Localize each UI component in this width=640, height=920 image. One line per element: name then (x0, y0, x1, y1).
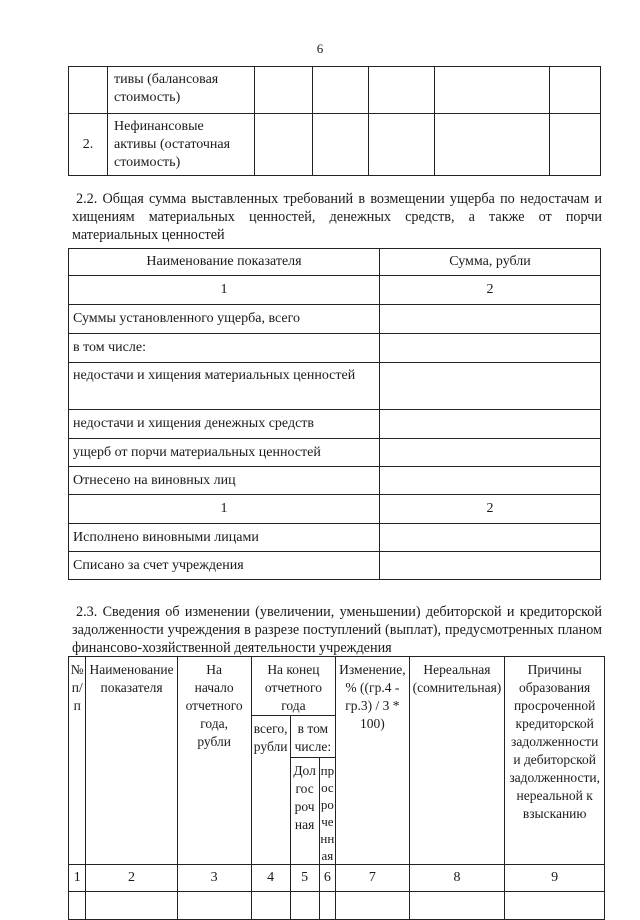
value-cell (380, 439, 601, 467)
value-cell (380, 334, 601, 363)
table-row (69, 363, 601, 410)
row-label: тивы (балансовая стоимость) (108, 67, 255, 114)
row-label: ущерб от порчи материальных ценностей (69, 439, 380, 467)
row-label: Суммы установленного ущерба, всего (69, 305, 380, 334)
row-label: Списано за счет учреждения (69, 552, 380, 580)
column-header-name: Наименование показателя (69, 249, 380, 276)
value-cell (380, 363, 601, 410)
column-number: 3 (177, 865, 251, 892)
empty-cell (86, 892, 177, 920)
column-number: 7 (336, 865, 409, 892)
value-cell (380, 410, 601, 439)
table-row (69, 305, 601, 334)
table-row (69, 467, 601, 495)
receivables-table (68, 656, 605, 920)
column-header-total: всего, рубли (251, 716, 290, 865)
row-label: недостачи и хищения материальных ценностей (69, 363, 380, 410)
value-cell (380, 467, 601, 495)
empty-cell (505, 892, 605, 920)
column-header-end: На конец отчетного года (251, 657, 335, 716)
page-number: 6 (316, 41, 324, 56)
column-number: 9 (505, 865, 605, 892)
table-row (69, 524, 601, 552)
row-label: Нефинансовые активы (остаточная стоимость) (108, 114, 255, 176)
column-header-name: Наименование показателя (86, 657, 177, 865)
column-header-incl: в том числе: (290, 716, 336, 758)
section-2-3-heading: 2.3. Сведения об изменении (увеличении, уменьшении) дебиторской и кредиторской задолженности учреждения в разрезе поступлений (выплат), предусмотренных планом финансово-хозяйственной деятельности учреждения (72, 604, 602, 656)
column-number-row (69, 495, 601, 524)
column-number: 1 (69, 276, 380, 305)
empty-cell (313, 67, 369, 114)
column-header-overdue: просроченная (319, 758, 336, 865)
column-number: 5 (290, 865, 319, 892)
table-header-row (69, 249, 601, 276)
column-number-row (69, 276, 601, 305)
row-label: недостачи и хищения денежных средств (69, 410, 380, 439)
empty-cell (255, 114, 313, 176)
empty-cell (550, 67, 601, 114)
value-cell (380, 552, 601, 580)
empty-cell (369, 67, 435, 114)
column-header-change: Изменение, % ((гр.4 - гр.3) / 3 * 100) (336, 657, 409, 865)
column-header-unreal: Нереальная (сомнительная) (409, 657, 505, 865)
row-label: Отнесено на виновных лиц (69, 467, 380, 495)
empty-cell (435, 114, 550, 176)
column-header-sum: Сумма, рубли (380, 249, 601, 276)
damage-table (68, 248, 601, 580)
table-row (69, 892, 605, 920)
value-cell (380, 524, 601, 552)
empty-cell (251, 892, 290, 920)
column-header-long: Долгосрочная (290, 758, 319, 865)
column-header-reasons: Причины образования просроченной кредиторской задолженности и дебиторской задолженности, нереальной к взысканию (505, 657, 605, 865)
column-header-num: № п/п (69, 657, 86, 865)
value-cell (380, 305, 601, 334)
column-number-row (69, 865, 605, 892)
empty-cell (435, 67, 550, 114)
empty-cell (319, 892, 336, 920)
column-number: 6 (319, 865, 336, 892)
table-row (69, 439, 601, 467)
row-label: в том числе: (69, 334, 380, 363)
section-2-2-heading: 2.2. Общая сумма выставленных требований в возмещении ущерба по недостачам и хищениям материальных ценностей, денежных средств, а также от порчи материальных ценностей (72, 191, 602, 243)
column-number: 2 (86, 865, 177, 892)
table-header-row (69, 657, 605, 716)
empty-cell (550, 114, 601, 176)
column-number: 2 (380, 495, 601, 524)
column-number: 8 (409, 865, 505, 892)
empty-cell (69, 892, 86, 920)
empty-cell (255, 67, 313, 114)
table-row (69, 114, 601, 176)
row-label: Исполнено виновными лицами (69, 524, 380, 552)
empty-cell (409, 892, 505, 920)
row-number: 2. (69, 114, 108, 176)
assets-table (68, 66, 601, 176)
column-number: 2 (380, 276, 601, 305)
table-row (69, 410, 601, 439)
column-header-start: На начало отчетного года, рубли (177, 657, 251, 865)
empty-cell (177, 892, 251, 920)
empty-cell (336, 892, 409, 920)
column-number: 4 (251, 865, 290, 892)
column-number: 1 (69, 495, 380, 524)
empty-cell (290, 892, 319, 920)
empty-cell (369, 114, 435, 176)
table-row (69, 552, 601, 580)
table-row (69, 67, 601, 114)
column-number: 1 (69, 865, 86, 892)
empty-cell (313, 114, 369, 176)
table-row (69, 334, 601, 363)
row-number (69, 67, 108, 114)
